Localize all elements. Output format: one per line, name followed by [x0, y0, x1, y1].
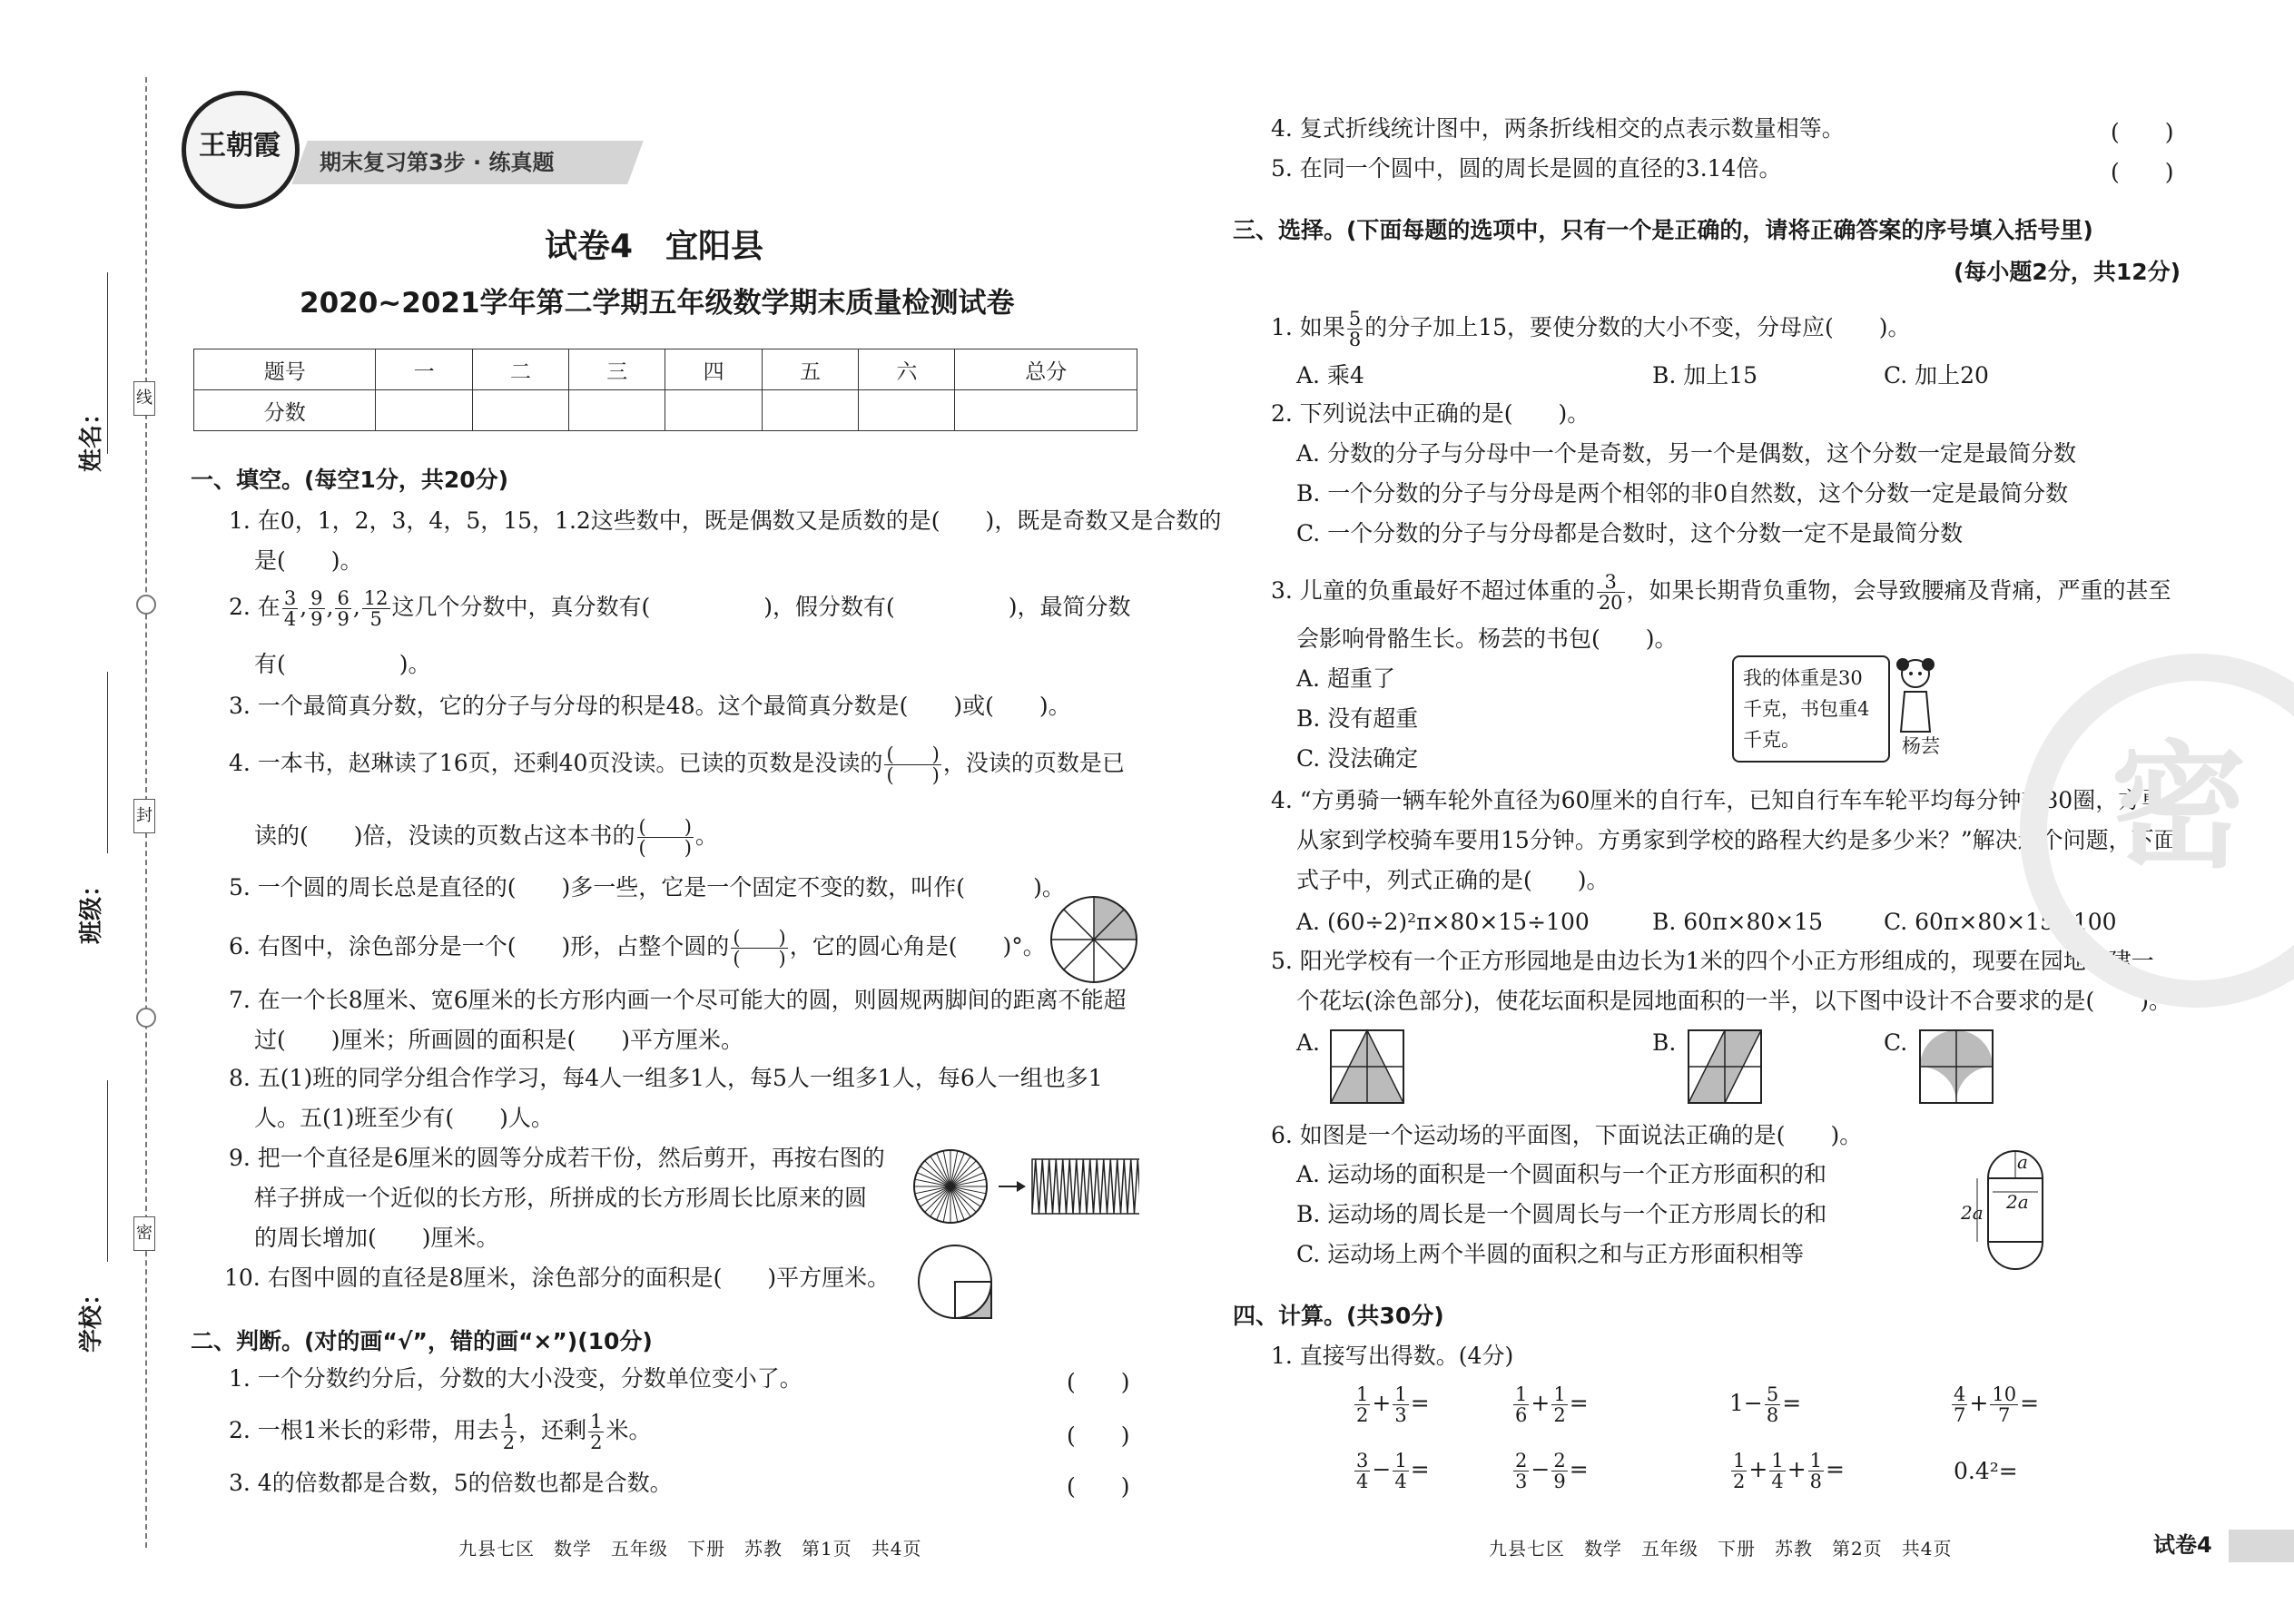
answer-paren[interactable]: ( ) — [2111, 159, 2174, 185]
calc-item: $\frac{1}{2}$ + $\frac{1}{3}$ = — [1356, 1383, 1430, 1426]
school-line — [107, 1080, 108, 1262]
answer-paren[interactable]: ( ) — [1067, 1369, 1130, 1395]
s1-q8: 8. 五(1)班的同学分组合作学习，每4人一组多1人，每5人一组多1人，每6人一组也多1 — [229, 1065, 1103, 1091]
s3-q6-option-c[interactable]: C. 运动场上两个半圆的面积之和与正方形面积相等 — [1296, 1241, 1805, 1267]
s3-q4-option-b[interactable]: B. 60π×80×15 — [1652, 909, 1824, 935]
binding-hole-icon — [136, 1008, 156, 1028]
s3-q3-option-a[interactable]: A. 超重了 — [1296, 665, 1395, 692]
s1-q5: 5. 一个圆的周长总是直径的( )多一些，它是一个固定不变的数，叫作( )。 — [229, 874, 1065, 901]
speech-bubble: 我的体重是30 千克，书包重4 千克。 — [1732, 655, 1890, 763]
calc-item: 0.4²= — [1954, 1458, 2018, 1484]
s3-q4-option-a[interactable]: A. (60÷2)²π×80×15÷100 — [1296, 909, 1590, 935]
calc-item: $\frac{4}{7}$ + $\frac{10}{7}$ = — [1954, 1383, 2040, 1426]
s3-q1: 1. 如果 $\frac{5}{8}$ 的分子加上15，要使分数的大小不变，分母应( )。 — [1271, 308, 1911, 350]
school-label: 学校： — [78, 1281, 105, 1353]
answer-paren[interactable]: ( ) — [1067, 1422, 1130, 1449]
calc-item: $\frac{1}{2}$ + $\frac{1}{4}$ + $\frac{1}{8}$ = — [1733, 1450, 1845, 1492]
s3-q2-option-a[interactable]: A. 分数的分子与分母中一个是奇数，另一个是偶数，这个分数一定是最简分数 — [1296, 440, 2076, 467]
name-line — [107, 272, 108, 454]
calc-item: 1− $\frac{5}{8}$ = — [1729, 1383, 1802, 1426]
s3-q4c: 式子中，列式正确的是( )。 — [1296, 867, 1610, 893]
s3-q1-option-c[interactable]: C. 加上20 — [1884, 362, 1989, 389]
seal-mark-line: 线 — [133, 381, 155, 416]
score-cell[interactable] — [859, 390, 955, 431]
s2-q3: 3. 4的倍数都是合数，5的倍数也都是合数。 — [229, 1470, 673, 1496]
logo-seal: 王朝霞 — [182, 91, 300, 209]
s2-q4: 4. 复式折线统计图中，两条折线相交的点表示数量相等。 — [1271, 115, 1845, 142]
s3-q3: 3. 儿童的负重最好不超过体重的 $\frac{3}{20}$ ，如果长期背负重物，会导致腰痛及背痛，严重的甚至 — [1271, 571, 2171, 614]
answer-paren[interactable]: ( ) — [2111, 119, 2174, 145]
s3-q6-option-a[interactable]: A. 运动场的面积是一个圆面积与一个正方形面积的和 — [1296, 1161, 1826, 1187]
score-header: 总分 — [955, 349, 1137, 390]
s1-q7b: 过( )厘米；所画圆的面积是( )平方厘米。 — [254, 1027, 744, 1053]
s1-q4: 4. 一本书，赵琳读了16页，还剩40页没读。已读的页数是没读的 $\frac{( )}{( )}$ ，没读的页数是已 — [229, 743, 1125, 786]
s3-q5b: 个花坛(涂色部分)，使花坛面积是园地面积的一半，以下图中设计不合要求的是( )。 — [1296, 988, 2172, 1014]
field-label-2a-width: 2a — [2006, 1191, 2029, 1213]
section4-heading: 四、计算。(共30分) — [1233, 1303, 1444, 1329]
s1-q1b: 是( )。 — [254, 547, 363, 574]
girl-name: 杨芸 — [1902, 735, 1940, 757]
score-header: 三 — [569, 349, 665, 390]
footer-left: 九县七区 数学 五年级 下册 苏教 第1页 共4页 — [458, 1538, 922, 1560]
circle-eighths-figure — [1049, 894, 1139, 985]
s1-q9c: 的周长增加( )厘米。 — [254, 1225, 499, 1251]
s2-q1: 1. 一个分数约分后，分数的大小没变，分数单位变小了。 — [229, 1365, 802, 1392]
section3-heading: 三、选择。(下面每题的选项中，只有一个是正确的，请将正确答案的序号填入括号里) — [1233, 217, 2093, 243]
page-title: 试卷4 宜阳县 — [545, 228, 764, 265]
footer-tag-bg — [2229, 1530, 2294, 1562]
s1-q10: 10. 右图中圆的直径是8厘米，涂色部分的面积是( )平方厘米。 — [224, 1265, 891, 1291]
s1-q9: 9. 把一个直径是6厘米的圆等分成若干份，然后剪开，再按右图的 — [229, 1145, 885, 1171]
s3-q6: 6. 如图是一个运动场的平面图，下面说法正确的是( )。 — [1271, 1122, 1863, 1148]
seal-mark-secret: 密 — [133, 1216, 155, 1251]
s3-q5-option-b[interactable]: B. — [1652, 1029, 1677, 1056]
score-header: 五 — [762, 349, 858, 390]
answer-paren[interactable]: ( ) — [1067, 1473, 1130, 1500]
s1-q1: 1. 在0，1，2，3，4，5，15，1.2这些数中，既是偶数又是质数的是( )，既是奇数又是合数的 — [229, 507, 1222, 534]
girl-figure-icon — [1890, 655, 1941, 733]
s4-q1: 1. 直接写出得数。(4分) — [1271, 1343, 1514, 1369]
score-header: 题号 — [194, 349, 376, 390]
field-label-2a-height: 2a — [1961, 1202, 1984, 1224]
score-header: 四 — [665, 349, 762, 390]
footer-tag: 试卷4 — [2153, 1532, 2212, 1558]
calc-item: $\frac{3}{4}$ − $\frac{1}{4}$ = — [1356, 1450, 1430, 1492]
s3-q3-option-c[interactable]: C. 没法确定 — [1296, 745, 1419, 772]
s1-q3: 3. 一个最简真分数，它的分子与分母的积是48。这个最简真分数是( )或( )。 — [229, 693, 1071, 719]
score-table — [193, 349, 1137, 431]
s1-q4c: 读的( )倍，没读的页数占这本书的 $\frac{( )}{( )}$ 。 — [254, 816, 718, 859]
field-label-a: a — [2017, 1151, 2028, 1173]
score-header: 二 — [472, 349, 568, 390]
s2-q5: 5. 在同一个圆中，圆的周长是圆的直径的3.14倍。 — [1271, 155, 1782, 182]
score-cell[interactable] — [472, 390, 568, 431]
circle-to-rectangle-figure — [912, 1148, 1139, 1230]
s3-q1-option-a[interactable]: A. 乘4 — [1296, 362, 1364, 389]
s2-q2: 2. 一根1米长的彩带，用去 $\frac{1}{2}$ ，还剩 $\frac{1}{2}$ 米。 — [229, 1411, 652, 1453]
score-cell[interactable] — [665, 390, 762, 431]
s3-q5: 5. 阳光学校有一个正方形园地是由边长为1米的四个小正方形组成的，现要在园地上建一 — [1271, 948, 2154, 974]
s3-q2: 2. 下列说法中正确的是( )。 — [1271, 400, 1590, 427]
garden-design-b — [1687, 1029, 1763, 1105]
s1-q9b: 样子拼成一个近似的长方形，所拼成的长方形周长比原来的圆 — [254, 1185, 868, 1211]
score-cell[interactable] — [569, 390, 665, 431]
s1-q2: 2. 在 $\frac{3}{4}$ , $\frac{9}{9}$ , $\frac{6}{9}$ , $\frac{12}{5}$ 这几个分数中，真分数有( )，假分数有( )，最简分数 — [229, 587, 1131, 630]
score-cell[interactable] — [955, 390, 1137, 431]
s3-q5-option-a[interactable]: A. — [1296, 1029, 1321, 1056]
s3-q1-option-b[interactable]: B. 加上15 — [1652, 362, 1758, 389]
seal-mark-seal: 封 — [133, 799, 155, 833]
s3-q4b: 从家到学校骑车要用15分钟。方勇家到学校的路程大约是多少米？”解决这个问题，下面 — [1296, 827, 2177, 853]
name-label: 姓名： — [78, 400, 105, 472]
score-cell[interactable] — [762, 390, 858, 431]
page-subtitle: 2020~2021学年第二学期五年级数学期末质量检测试卷 — [300, 287, 1015, 320]
s1-q7: 7. 在一个长8厘米、宽6厘米的长方形内画一个尽可能大的圆，则圆规两脚间的距离不能超 — [229, 987, 1127, 1013]
s3-q4-option-c[interactable]: C. 60π×80×15÷100 — [1884, 909, 2117, 935]
s3-q3c: 会影响骨骼生长。杨芸的书包( )。 — [1296, 625, 1678, 652]
watermark-seal: 密 — [2020, 654, 2294, 1008]
score-header: 六 — [859, 349, 955, 390]
score-row-label: 分数 — [194, 390, 376, 431]
section1-heading: 一、填空。(每空1分，共20分) — [191, 467, 509, 493]
s3-q6-option-b[interactable]: B. 运动场的周长是一个圆周长与一个正方形周长的和 — [1296, 1201, 1827, 1227]
s1-q6: 6. 右图中，涂色部分是一个( )形，占整个圆的 $\frac{( )}{( )}$ ，它的圆心角是( )°。 — [229, 927, 1046, 969]
circle-square-figure — [912, 1239, 999, 1325]
class-label: 班级： — [78, 872, 105, 944]
s1-q2c: 有( )。 — [254, 651, 431, 677]
score-cell[interactable] — [376, 390, 472, 431]
s3-q5-option-c[interactable]: C. — [1884, 1029, 1908, 1056]
calc-item: $\frac{1}{6}$ + $\frac{1}{2}$ = — [1515, 1383, 1589, 1426]
binding-hole-icon — [136, 595, 156, 615]
calc-item: $\frac{2}{3}$ − $\frac{2}{9}$ = — [1515, 1450, 1589, 1492]
s1-q8b: 人。五(1)班至少有( )人。 — [254, 1105, 554, 1131]
s3-q2-option-c[interactable]: C. 一个分数的分子与分母都是合数时，这个分数一定不是最简分数 — [1296, 520, 1964, 546]
class-line — [107, 672, 108, 853]
section3-points: (每小题2分，共12分) — [1954, 259, 2181, 285]
footer-right: 九县七区 数学 五年级 下册 苏教 第2页 共4页 — [1489, 1538, 1953, 1560]
garden-design-a — [1329, 1029, 1405, 1105]
s3-q2-option-b[interactable]: B. 一个分数的分子与分母是两个相邻的非0自然数，这个分数一定是最简分数 — [1296, 480, 2069, 507]
header-badge: 期末复习第3步 · 练真题 — [320, 150, 555, 175]
s3-q4: 4. “方勇骑一辆车轮外直径为60厘米的自行车，已知自行车车轮平均每分钟转80圈，方勇 — [1271, 787, 2164, 813]
garden-design-c — [1918, 1029, 1994, 1105]
s3-q3-option-b[interactable]: B. 没有超重 — [1296, 705, 1419, 732]
section2-heading: 二、判断。(对的画“√”，错的画“×”)(10分) — [191, 1328, 653, 1354]
score-header: 一 — [376, 349, 472, 390]
